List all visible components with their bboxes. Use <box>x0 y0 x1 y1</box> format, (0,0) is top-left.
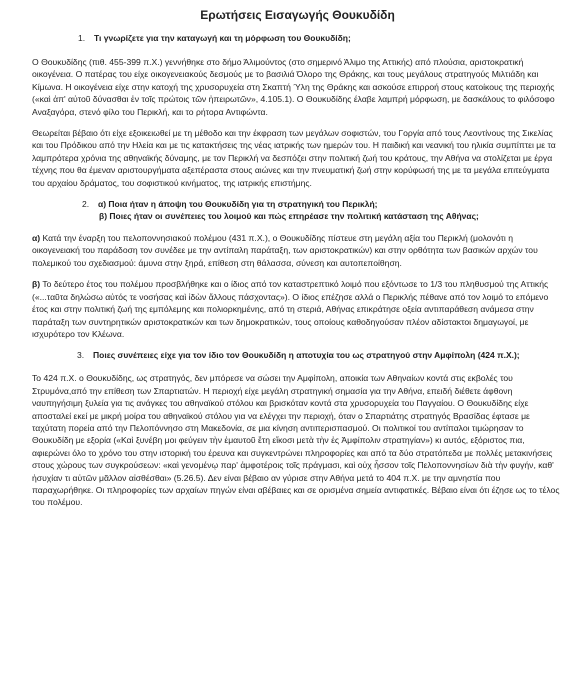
answer-b-text: Το δεύτερο έτος του πολέμου προσβλήθηκε και ο ίδιος από τον καταστρεπτικό λοιμό που εξόντωσε το 1/3 του πληθυσμού της Αττικής («...ταῦτα δηλώσω αὐτός τε νοσήσας καὶ ἰδὼν ἄλλους πάσχοντας»). Ο ίδιος επέζησε αλλά ο Περικλής πέθανε από τον λοιμό το επόμενο έτος και στην πολιτική ζωή της εμπόλεμης και πολιορκημένης, από τη στεριά, Αθήνας επικράτησε οξεία αντιπαράθεση ανάμεσα στην παράταξη των συντηρητικών αριστοκρατικών και των δημοκρατικών, τους οποίους καθοδηγούσαν πλέον αδίστακτοι δημαγωγοί, με ισχυρότερο τον Κλέωνα. <box>32 279 549 339</box>
question-3 <box>77 349 563 361</box>
question-2a <box>82 198 563 210</box>
question-number: 1. <box>78 33 86 43</box>
question-text: Τι γνωρίζετε για την καταγωγή και τη μόρφωση του Θουκυδίδη; <box>94 33 351 43</box>
question-number: 3. <box>77 350 85 361</box>
page-title: Ερωτήσεις Εισαγωγής Θουκυδίδη <box>200 8 395 22</box>
question-text: Ποιες συνέπειες είχε για τον ίδιο τον Θουκυδίδη η αποτυχία του ως στρατηγού στην Αμφίπολη (424 π.Χ.); <box>93 350 520 361</box>
answer-a-paragraph <box>32 232 563 269</box>
question-2 <box>82 198 563 222</box>
answer-label-b: β) <box>32 279 41 290</box>
question-number: 2. <box>82 199 90 210</box>
answer-paragraph-3: Το 424 π.Χ. ο Θουκυδίδης, ως στρατηγός, δεν μπόρεσε να σώσει την Αμφίπολη, αποικία των Αθηναίων κοντά στις εκβολές του Στρυμόνα,από την επίθεση των Σπαρτιατών. Η περιοχή είχε μεγάλη στρατηγική σημασία για την Αθήνα, επειδή διέθετε άφθονη ναυπηγήσιμη ξυλεία για τις ανάγκες του αθηναϊκού στόλου και βρισκόταν κοντά στα χρυσορυχεία του Παγγαίου. Ο Θουκυδίδης είχε αποσταλεί εκεί με μικρή μοίρα του αθηναϊκού στόλου για να ελέγχει την περιοχή, όταν ο Σπαρτιάτης στρατηγός Βρασίδας έφτασε με ταχύτατη πορεία από την Πελοπόννησο στη Μακεδονία, σε μια κίνηση αντιπερισπασμού. Οι πολιτικοί του αντίπαλοι τιμώρησαν το Θουκυδίδη με εξορία («Καὶ ξυνέβη μοι φεύγειν τὴν ἐμαυτοῦ ἔτη εἴκοσι μετὰ τὴν ἐς Ἀμφίπολιν στρατηγίαν») κι αυτός, εξόριστος πια, αφιερώνει όλο το χρόνο του στην ιστορική του έρευνα και συγκεντρώνει πληροφορίες και από τα δύο στρατόπεδα με πολλές μετακινήσεις στους χώρους των συγκρούσεων: «καὶ γενομένῳ παρ' ἀμφοτέροις τοῖς πράγμασι, καὶ οὐχ ἧσσον τοῖς Πελοποννησίων διὰ τὴν φυγήν, καθ' ἡσυχίαν τι αὐτῶν μᾶλλον αἰσθέσθαι» (5.26.5). Δεν είναι βέβαιο αν γύρισε στην Αθήνα μετά το 404 π.Χ. με την αμνηστία που παραχωρήθηκε. Οι πληροφορίες των αρχαίων πηγών είναι αβέβαιες και σε ορισμένα σημεία αντιφατικές. Βέβαιο είναι ότι έζησε ως το τέλος του πολέμου. <box>32 373 560 508</box>
question-2b: β) Ποιες ήταν οι συνέπειες του λοιμού και πώς επηρέασε την πολιτική κατάσταση της Αθήνας; <box>99 211 479 222</box>
answer-paragraph-2: Θεωρείται βέβαιο ότι είχε εξοικειωθεί με τη μέθοδο και την έκφραση των μεγάλων σοφιστών, του Γοργία από τους Λεοντίνους της Σικελίας και του Πρόδικου από την Ηλεία και με τις κατακτήσεις της νέας ιατρικής των ημερών του. Η παιδική και νεανική του ηλικία συμπίπτει με τα λαμπρότερα χρόνια της αθηναϊκής δύναμης, με τον Περικλή να δεσπόζει στην πολιτική ζωή του κράτους, την Αθήνα να στολίζεται με έργα τέχνης που θα έμεναν αριστουργήματα αξεπέραστα στους αιώνες και την πνευματική ζωή στην κορύφωσή της με τα μεγάλα επιτεύγματα του αρχαίου δράματος, του σοφιστικού κινήματος, της ιατρικής επιστήμης. <box>32 128 556 188</box>
answer-a-text: Κατά την έναρξη του πελοποννησιακού πολέμου (431 π.Χ.), ο Θουκυδίδης πίστευε στη μεγάλη αξία του Περικλή (μολονότι η οικογενειακή του παράδοση τον συνέδεε με την αντίπαλη παράταξη, των αριστοκρατικών) και στην ορθότητα των βασικών αρχών του πολεμικού του σχεδιασμού: άμυνα στην ξηρά, επίθεση στη θάλασσα, σύνεση και αυτοπεποίθηση. <box>32 233 538 268</box>
answer-label-a: α) <box>32 233 41 244</box>
answer-paragraph-1: Ο Θουκυδίδης (πιθ. 455-399 π.Χ.) γεννήθηκε στο δήμο Άλιμούντος (στο σημερινό Άλιμο της Αττικής) από πλούσια, αριστοκρατική οικογένεια. Ο πατέρας του είχε οικογενειακούς δεσμούς με το βασιλιά Όλορο της Θράκης, και τους μεγάλους στρατηγούς Μιλτιάδη και Κίμωνα. Η οικογένεια είχε στην κατοχή της χρυσορυχεία στη Σκαπτή Ύλη της Θράκης και ασκούσε επιρροή στους κατοίκους της περιοχής («καὶ ἀπ' αὐτοῦ δύνασθαι ἐν τοῖς πρώτοις τῶν ἠπειρωτῶν», 4.105.1). Ο Θουκυδίδης έλαβε λαμπρή μόρφωση, με δασκάλους το φιλόσοφο Αναξαγόρα, στενό φίλο του Περικλή, και το ρήτορα Αντιφώντα. <box>32 57 555 117</box>
answer-b-paragraph <box>32 278 563 340</box>
question-text: α) Ποια ήταν η άποψη του Θουκυδίδη για τη στρατηγική του Περικλή; <box>98 199 378 210</box>
question-1 <box>78 32 563 44</box>
